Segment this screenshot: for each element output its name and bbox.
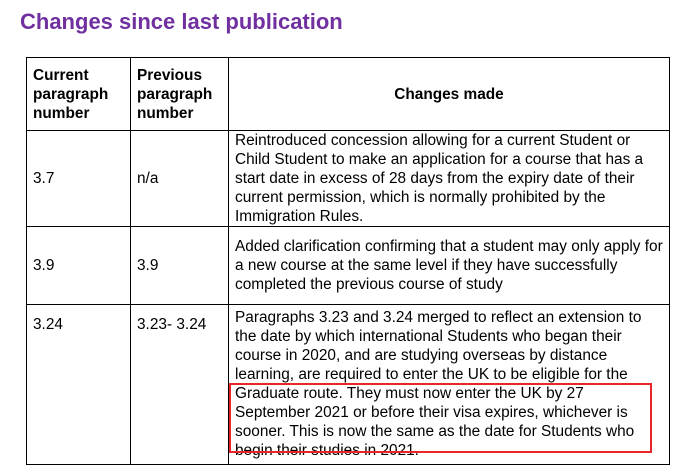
table-row [27, 227, 670, 305]
current-paragraph-cell: 3.24 [27, 305, 131, 465]
change-description-cell: Added clarification confirming that a student may only apply for a new course at the same level if they have successfully completed the previous course of study [229, 227, 670, 305]
previous-paragraph-cell: n/a [131, 131, 229, 227]
table-row [27, 131, 670, 227]
change-description-cell: Reintroduced concession allowing for a current Student or Child Student to make an application for a course that has a start date in excess of 28 days from the expiry date of their current permission, which is normally prohibited by the Immigration Rules. [229, 131, 670, 227]
table-row [27, 305, 670, 465]
current-paragraph-cell: 3.7 [27, 131, 131, 227]
table-header-row [27, 58, 670, 131]
header-current-paragraph: Current paragraph number [27, 58, 131, 131]
previous-paragraph-cell: 3.9 [131, 227, 229, 305]
header-previous-paragraph: Previous paragraph number [131, 58, 229, 131]
current-paragraph-cell: 3.9 [27, 227, 131, 305]
header-changes-made: Changes made [229, 58, 670, 131]
previous-paragraph-cell: 3.23- 3.24 [131, 305, 229, 465]
changes-table [26, 57, 670, 465]
page-heading: Changes since last publication [20, 9, 343, 34]
change-description-cell: Paragraphs 3.23 and 3.24 merged to reflect an extension to the date by which international Students who began their course in 2020, and are studying overseas by distance learning, are required to enter the UK to be eligible for the Graduate route. They must now enter the UK by 27 September 2021 or before their visa expires, whichever is sooner. This is now the same as the date for Students who begin their studies in 2021. [229, 305, 670, 465]
